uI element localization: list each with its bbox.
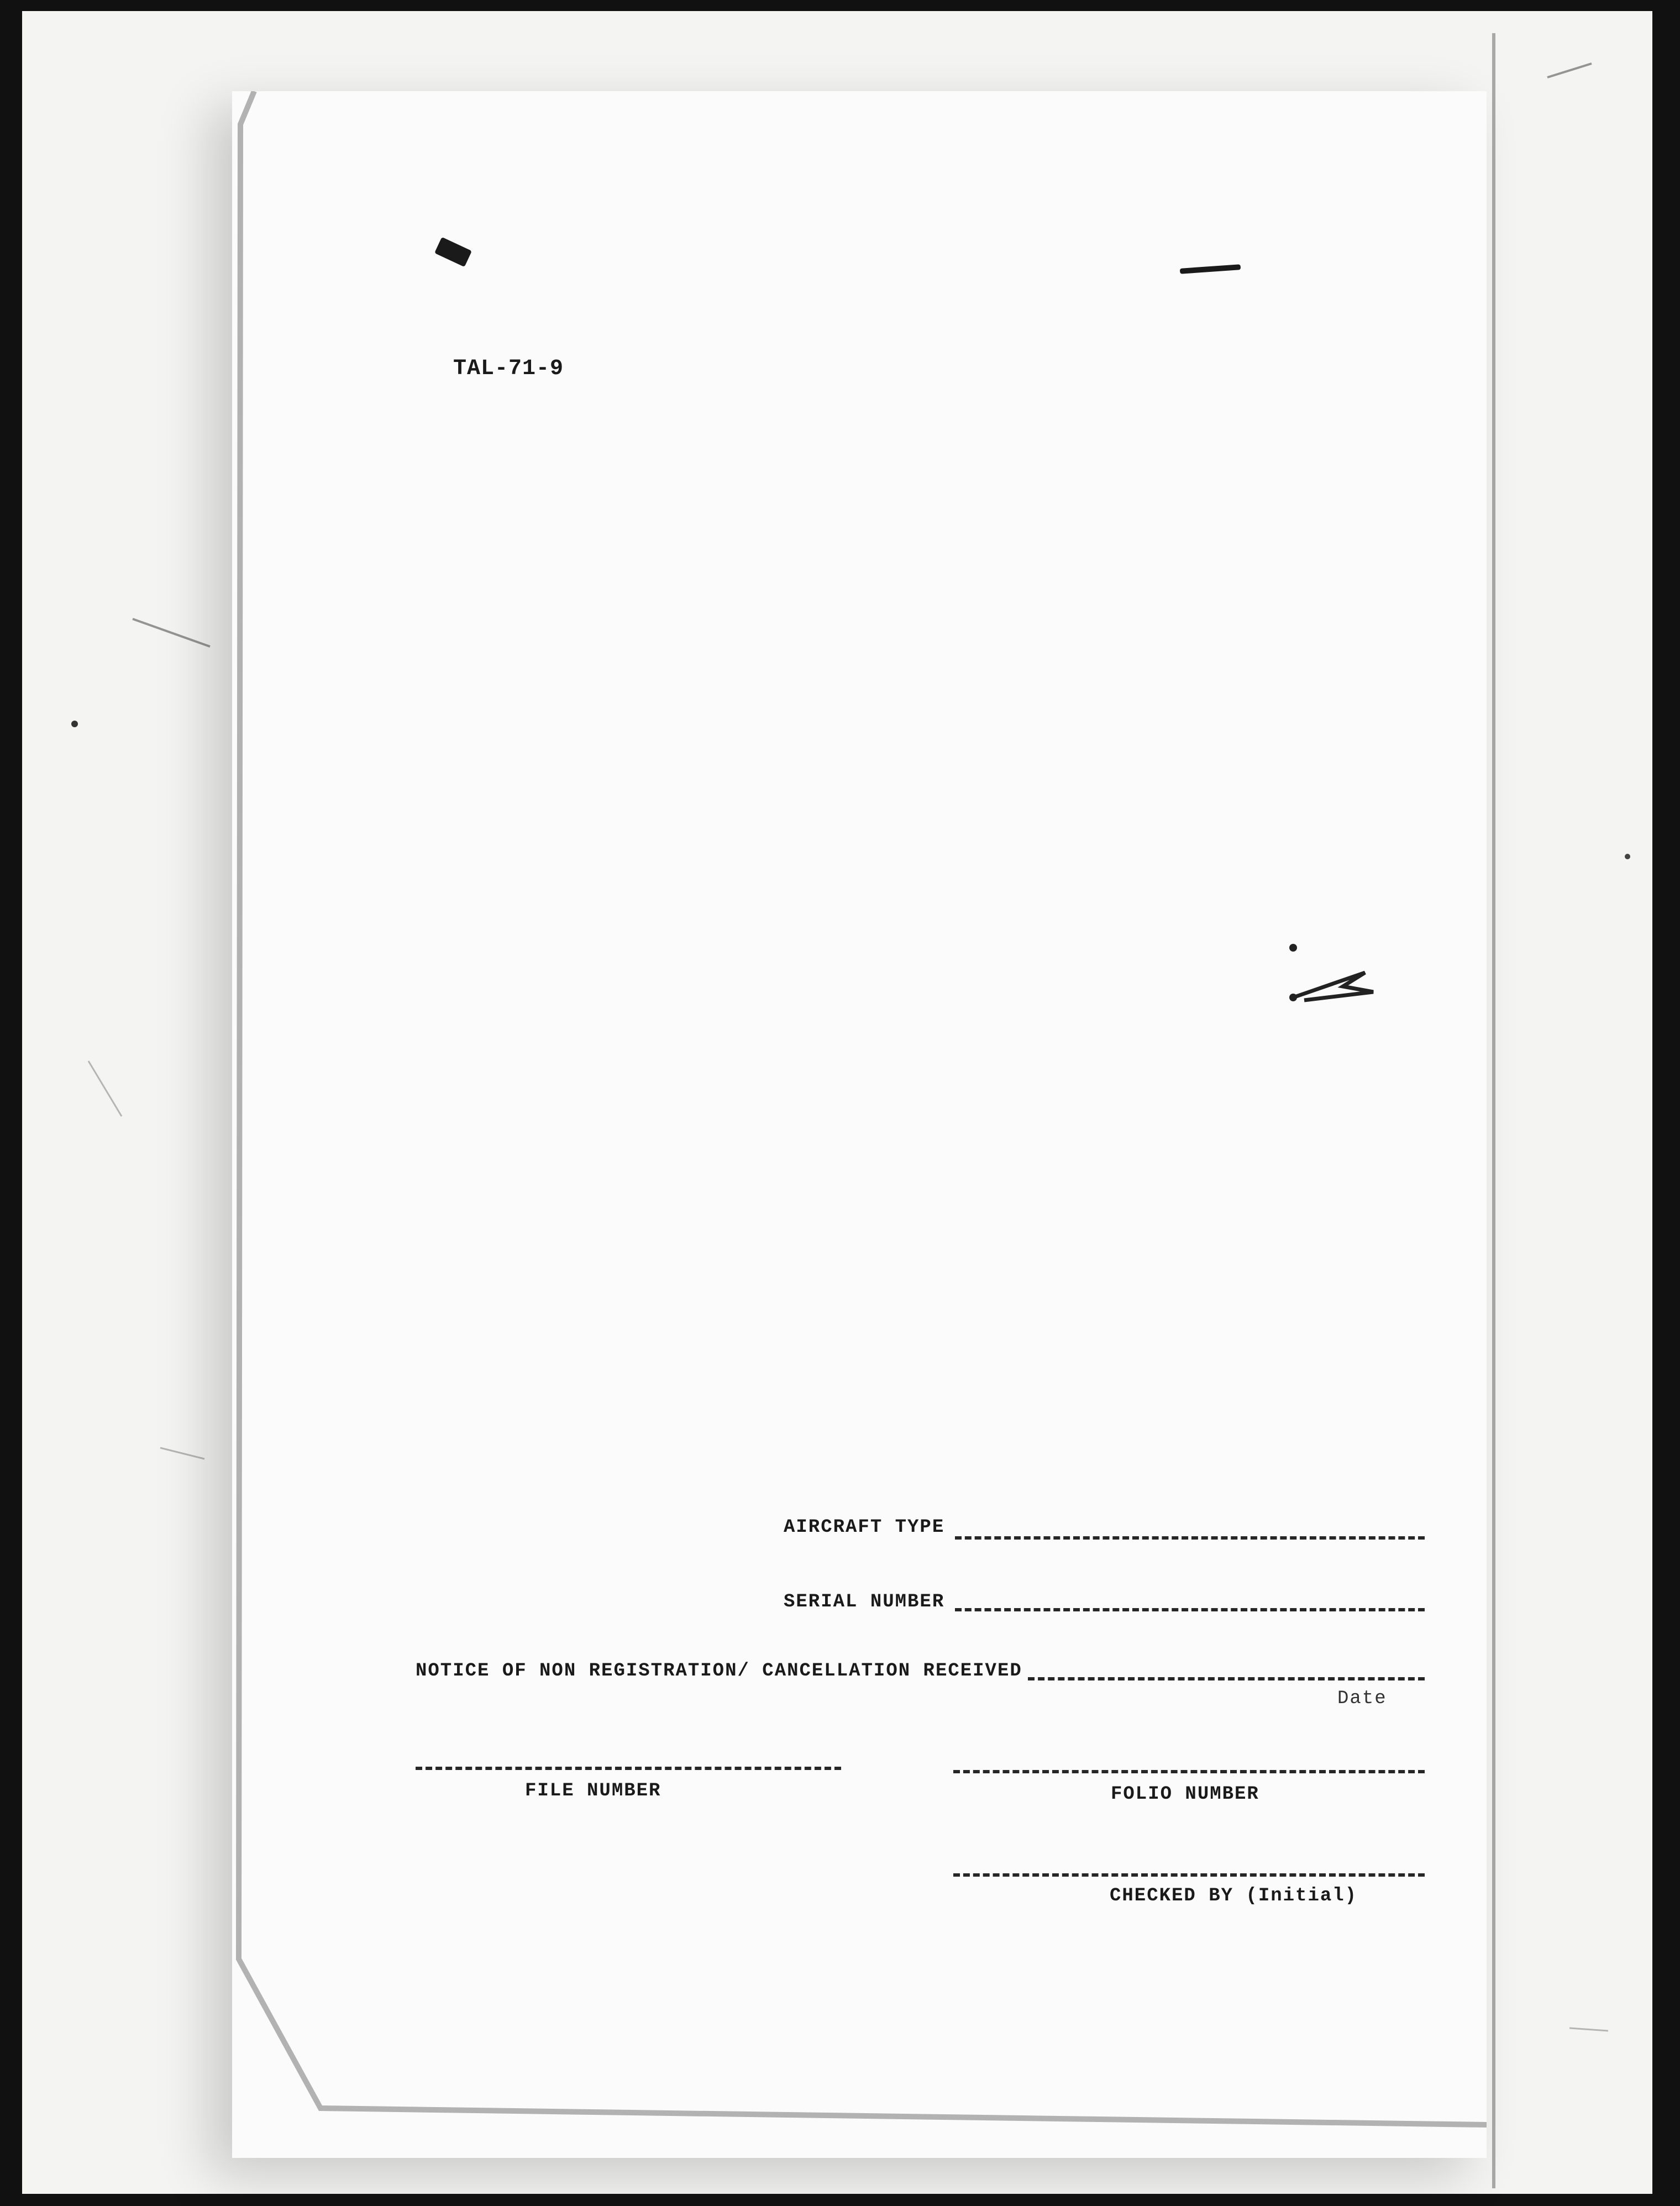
aircraft-type-line (955, 1536, 1425, 1540)
folio-number-caption: FOLIO NUMBER (1111, 1784, 1259, 1805)
aircraft-type-label: AIRCRAFT TYPE (784, 1517, 945, 1538)
pencil-scribble-mark (1282, 934, 1376, 1006)
notice-label: NOTICE OF NON REGISTRATION/ CANCELLATION RECEIVED (416, 1661, 1022, 1682)
form-card (232, 91, 1487, 2158)
date-caption: Date (1337, 1688, 1387, 1709)
background-sheet-edge (1492, 33, 1495, 2188)
folio-number-line (953, 1770, 1425, 1773)
file-number-caption: FILE NUMBER (525, 1780, 662, 1801)
checked-by-line (953, 1873, 1425, 1877)
serial-number-line (955, 1608, 1425, 1611)
card-folded-edge (232, 91, 1487, 2158)
serial-number-label: SERIAL NUMBER (784, 1592, 945, 1613)
notice-date-line (1028, 1677, 1425, 1680)
file-number-line (416, 1767, 841, 1770)
reference-code: TAL-71-9 (453, 356, 564, 381)
checked-by-caption: CHECKED BY (Initial) (1110, 1885, 1358, 1906)
